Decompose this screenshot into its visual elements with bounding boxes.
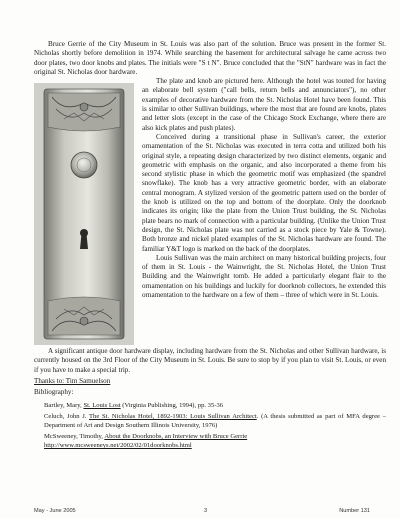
paragraph-plate-knob: The plate and knob are pictured here. Although the hotel was touted for having an elaborate bell system ("call bells, return bells and annunciators"), no other examples of decorative hardware from the St. Nicholas Hotel have been found. This is similar to other Sullivan buildings, where the most that are found are knobs, plates and letter slots (except in the case of the Chicago Stock Exchange, where there are also kick plates and push plates).	[142, 77, 386, 132]
page-number: 3	[204, 508, 208, 514]
paragraph-intro: Bruce Gerrie of the City Museum in St. Louis was also part of the solution. Bruce was present in the former St. Nicholas shortly before demolition in 1974. While searching the basement for architectural salvage he came across two door plates, two door knobs and plates. The initials were "S t N". Bruce concluded that the "StN" hardware was in fact the original St. Nicholas door hardware.	[34, 40, 386, 76]
bibliography-entry	[44, 402, 386, 411]
bib-title: The St. Nicholas Hotel, 1892-1903: Louis Sullivan Architect	[89, 413, 257, 421]
issue-number: Number 131	[339, 508, 370, 514]
article-body	[34, 40, 386, 454]
bib-title: About the Doorknobs, an Interview with Bruce Gerrie	[104, 433, 248, 441]
issue-date: May - June 2005	[34, 508, 76, 514]
paragraph-sullivan: Louis Sullivan was the main architect on many historical building projects, four of them in St. Louis - the Wainwright, the St. Nicholas Hotel, the Union Trust Building and the Wainwright tomb. He added a particularly elegant flair to the ornamentation on his buildings and luckily for doorknob collectors, he extended this ornamentation to the hardware on a few of them – three of which were in St. Louis.	[142, 253, 386, 300]
bib-details: (Virginia Publishing, 1994), pp. 35-36	[120, 401, 224, 409]
bib-details: . (A thesis submitted as part of MFA degree – Department of Art and Design Southern Illinois University, 1976)	[44, 413, 386, 429]
bibliography-entry	[44, 413, 386, 430]
paragraph-ornamentation: Conceived during a transitional phase in Sullivan's career, the exterior ornamentation of the St. Nicholas was executed in terra cotta and utilized both his original style, a repeating design characterized by two distinct elements, organic and geometric with emphasis on the organic, and also incorporated a theme from his second stylistic phase in which the geometric motif was emphasized (the spandrel snowflake). The knob has a very attractive geometric border, with an elaborate central monogram. A stylized version of the geometric pattern used on the border of the knob is utilized on the top and bottom of the doorplate. Only the doorknob indicates its origin; like the plate from the Union Trust building, the St. Nicholas plate bears no mark of connection with a particular building. (Unlike the Union Trust design, the St. Nicholas plate was not carried as a stock piece by Yale & Towne). Both bronze and nickel plated examples of the St. Nicholas hardware are found. The familiar Y&T logo is marked on the back of the doorplates.	[142, 132, 386, 253]
display-text: A significant antique door hardware display, including hardware from the St. Nicholas and other Sullivan hardware, is currently housed on the 3rd Floor of the City Museum in St. Louis. Be sure to stop by if you plan to visit St. Louis, or even if you have to make a special trip.	[34, 347, 386, 374]
bibliography-list	[34, 402, 386, 451]
bibliography-entry	[44, 433, 386, 450]
bib-title: St. Louis Lost	[83, 401, 121, 409]
paragraph-display	[34, 347, 386, 375]
thanks-line: Thanks to: Tim Samuelson	[34, 377, 111, 386]
bib-url-link[interactable]: http://www.mcsweeneys.net/2002/02/01doorknobs.html	[44, 442, 192, 450]
doorplate-photo	[34, 83, 134, 345]
bib-author: McSweeney, Timothy,	[44, 433, 105, 441]
bib-author: Celuch, John J.	[44, 413, 90, 421]
doorplate-image	[34, 83, 134, 345]
bib-author: Bartley, Mary,	[44, 401, 84, 409]
bibliography-label: Bibliography:	[34, 388, 74, 397]
